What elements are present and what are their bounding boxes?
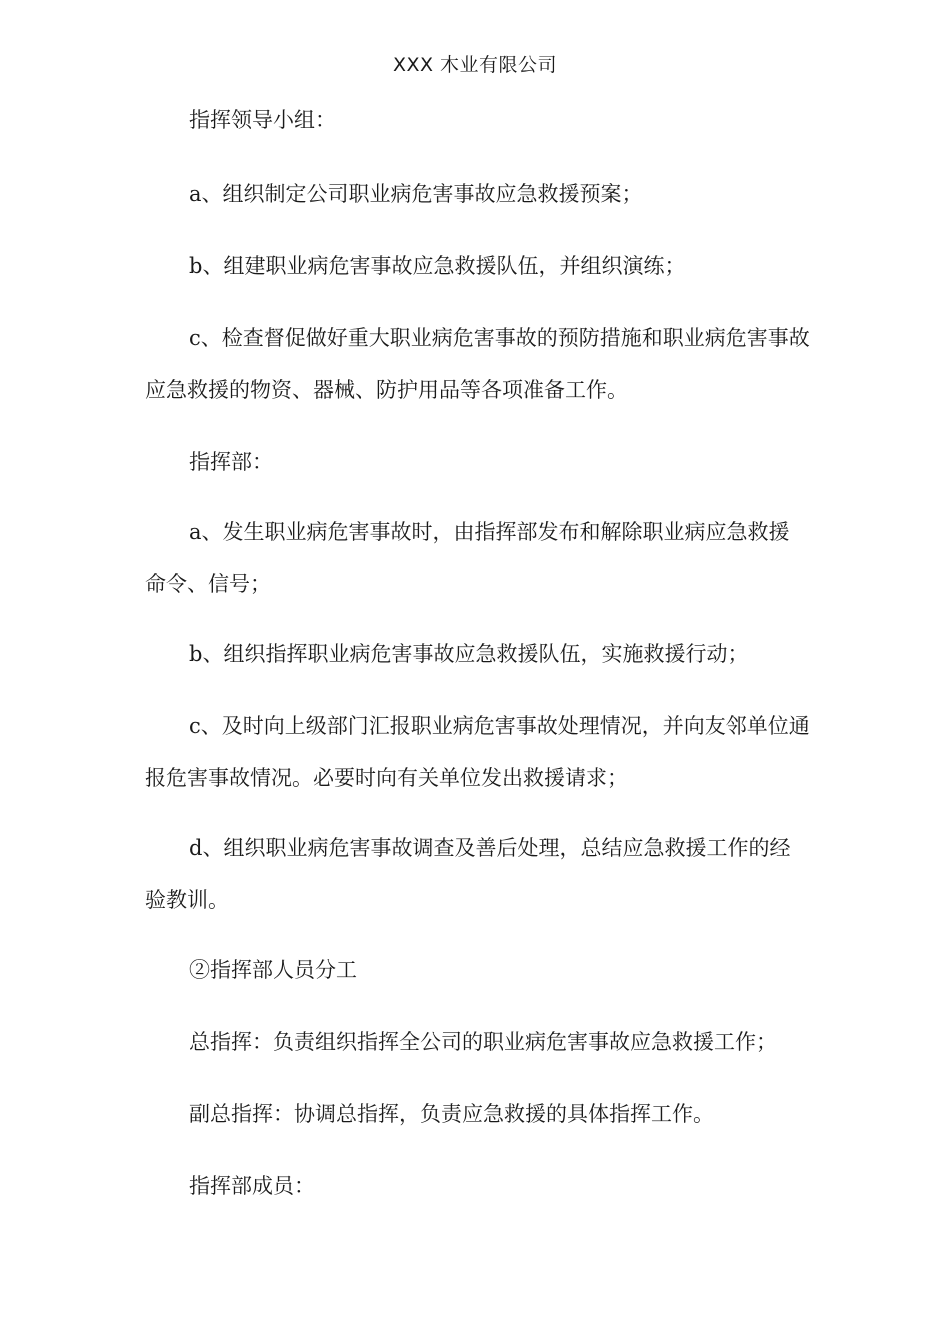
paragraph-command-d: d、组织职业病危害事故调查及善后处理，总结应急救援工作的经验教训。: [145, 836, 791, 912]
paragraph-leadership-a: a、组织制定公司职业病危害事故应急救援预案；: [189, 182, 643, 206]
paragraph-deputy-commander: 副总指挥：协调总指挥，负责应急救援的具体指挥工作。: [189, 1102, 714, 1126]
paragraph-leadership-c: c、检查督促做好重大职业病危害事故的预防措施和职业病危害事故应急救援的物资、器械、防护用品等各项准备工作。: [145, 326, 810, 402]
paragraph-leadership-group: 指挥领导小组：: [189, 108, 336, 132]
paragraph-command-center: 指挥部：: [189, 450, 273, 474]
page-header-company-name: XXX 木业有限公司: [392, 54, 558, 76]
paragraph-command-c: c、及时向上级部门汇报职业病危害事故处理情况，并向友邻单位通报危害事故情况。必要时向有关单位发出救援请求；: [145, 714, 810, 790]
paragraph-command-a: a、发生职业病危害事故时，由指挥部发布和解除职业病应急救援命令、信号；: [145, 520, 790, 596]
paragraph-leadership-b: b、组建职业病危害事故应急救援队伍，并组织演练；: [189, 254, 686, 278]
paragraph-command-b: b、组织指挥职业病危害事故应急救援队伍，实施救援行动；: [189, 642, 749, 666]
paragraph-division-heading: ②指挥部人员分工: [189, 958, 357, 982]
paragraph-chief-commander: 总指挥：负责组织指挥全公司的职业病危害事故应急救援工作；: [189, 1030, 777, 1054]
paragraph-command-members: 指挥部成员：: [189, 1174, 315, 1198]
